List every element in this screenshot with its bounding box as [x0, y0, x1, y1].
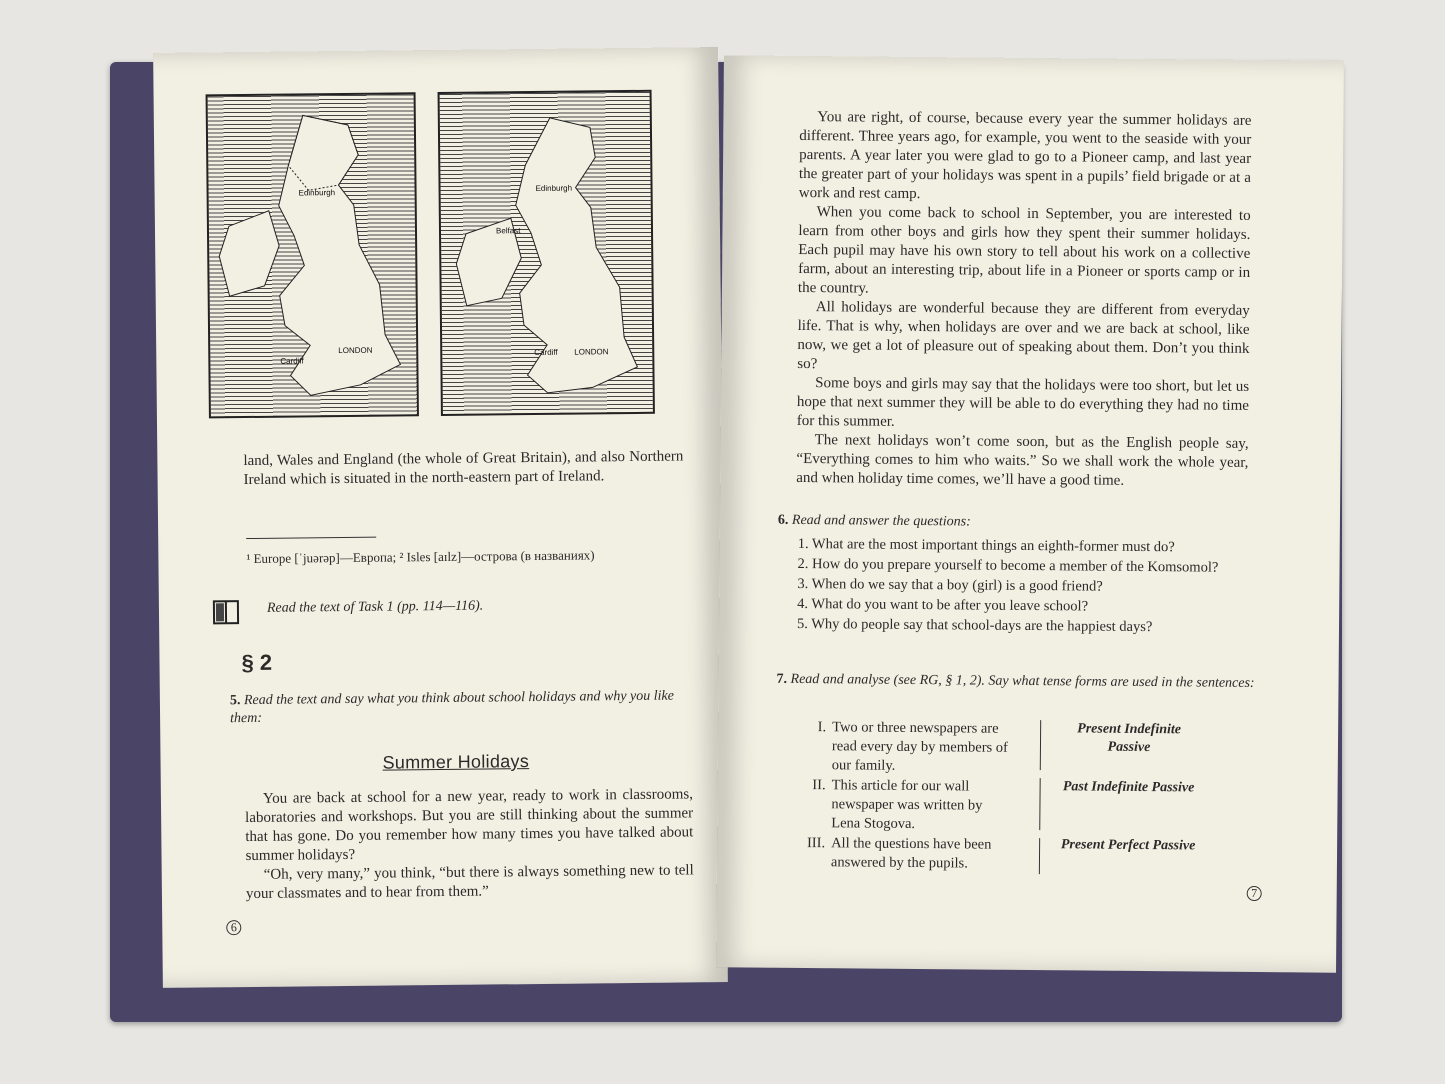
right-page-number: 7	[1247, 886, 1262, 901]
divider-line	[1040, 720, 1041, 770]
right-paragraph-2: When you come back to school in September, you are interested to learn from other boys and girls how they spent their summer holidays. Each pupil may have his own story to tell about his work on a collective farm, about an interesting trip, about life in a Pioneer or sports camp or in the country.	[797, 204, 1251, 297]
story-paragraph-2: “Oh, very many,” you think, “but there is always something new to tell your classmates and to hear from them.”	[245, 862, 694, 903]
sentence-text: Two or three newspapers are read every day by members of our family.	[831, 719, 1008, 774]
story-continuation	[796, 108, 1251, 492]
story-paragraph-1: You are back at school for a new year, ready to work in classrooms, laboratories and workshops. But you are still thinking about the summer that has gone. Do you remember how many times you have talked about summer holidays?	[245, 786, 694, 865]
question-list	[797, 534, 1258, 638]
sentence-text: All the questions have been answered by the pupils.	[830, 835, 992, 872]
tense-label: Present Indefinite Passive	[1077, 721, 1182, 756]
left-page	[153, 47, 728, 988]
map1-edinburgh-label: Edinburgh	[298, 188, 336, 198]
map-united-kingdom	[438, 90, 655, 416]
task-6-instruction: Read and answer the questions:	[791, 512, 971, 530]
task-5	[230, 687, 695, 728]
right-paragraph-5: The next holidays won’t come soon, but as the English people say, “Everything comes to him who waits.” So we shall work the whole year, and when holiday time comes, we’ll have a good time.	[796, 432, 1249, 489]
sentence-number: II.	[812, 777, 826, 794]
sentence-list	[797, 718, 1008, 876]
question-item: 3. When do we say that a boy (girl) is a good friend?	[797, 575, 1103, 595]
map2-drawing	[440, 92, 653, 414]
tense-label: Past Indefinite Passive	[1062, 779, 1195, 796]
task-7	[776, 671, 1256, 693]
continuation-paragraph: land, Wales and England (the whole of Great Britain), and also Northern Ireland which is situated in the north-eastern part of Ireland.	[243, 448, 684, 489]
map-great-britain-regions	[206, 92, 419, 418]
right-paragraph-3: All holidays are wonderful because they are different from everyday life. That is why, when holidays are over and we are back at school, like now, we get a lot of pleasure out of speaking about them. Don’t you think so?	[797, 299, 1250, 373]
read-task: Read the text of Task 1 (pp. 114—116).	[266, 598, 484, 616]
map1-london-label: LONDON	[338, 345, 373, 356]
sentence-number: I.	[817, 719, 827, 736]
map1-cardiff-label: Cardiff	[280, 356, 304, 366]
maps-figure	[206, 90, 669, 425]
task-6-number: 6.	[777, 512, 789, 528]
map2-edinburgh-label: Edinburgh	[535, 183, 573, 193]
map2-belfast-label: Belfast	[495, 226, 521, 236]
continuation-text	[243, 447, 683, 490]
map2-cardiff-label: Cardiff	[534, 347, 558, 358]
sentence-row	[797, 834, 1007, 876]
divider-line	[1039, 778, 1040, 830]
tense-label: Present Perfect Passive	[1060, 837, 1196, 854]
task-6	[778, 512, 1258, 534]
divider-line	[1039, 838, 1040, 874]
right-paragraph-4: Some boys and girls may say that the holidays were too short, but let us hope that next summer they will be able to do everything they had no time for this summer.	[796, 375, 1250, 430]
book-icon	[211, 597, 241, 627]
right-page	[716, 55, 1344, 972]
task-5-number: 5.	[229, 693, 241, 709]
footnote-rule	[246, 537, 376, 539]
story-title: Summer Holidays	[382, 751, 530, 773]
question-item: 2. How do you prepare yourself to become a member of the Komsomol?	[797, 555, 1219, 576]
question-item: 5. Why do people say that school-days are the happiest days?	[796, 615, 1153, 636]
question-item: 4. What do you want to be after you leave school?	[797, 595, 1089, 615]
task-7-instruction: Read and analyse (see RG, § 1, 2). Say what tense forms are used in the sentences:	[790, 671, 1255, 691]
story-text	[245, 785, 694, 904]
task-7-number: 7.	[776, 671, 788, 687]
map1-drawing	[208, 94, 417, 416]
section-number: § 2	[241, 649, 273, 676]
left-page-number: 6	[226, 920, 241, 935]
sentence-row	[798, 718, 1008, 778]
task-5-instruction: Read the text and say what you think about school holidays and why you like them:	[230, 688, 674, 727]
right-paragraph-1: You are right, of course, because every year the summer holidays are different. Three years ago, for example, you went to the seaside with your parents. A year later you were glad to go to a Pioneer camp, and last year the greater part of your holidays was spent in a pupils’ field brigade or at a work and rest camp.	[798, 109, 1252, 203]
question-item: 1. What are the most important things an eighth-former must do?	[797, 535, 1175, 556]
sentence-text: This article for our wall newspaper was written by Lena Stogova.	[831, 777, 983, 833]
map2-london-label: LONDON	[574, 347, 609, 357]
sentence-number: III.	[806, 835, 826, 852]
footnote: ¹ Europe [ˈjuərəp]—Европа; ² Isles [aɪlz]—острова (в названиях)	[246, 547, 595, 567]
sentence-row	[797, 776, 1007, 836]
